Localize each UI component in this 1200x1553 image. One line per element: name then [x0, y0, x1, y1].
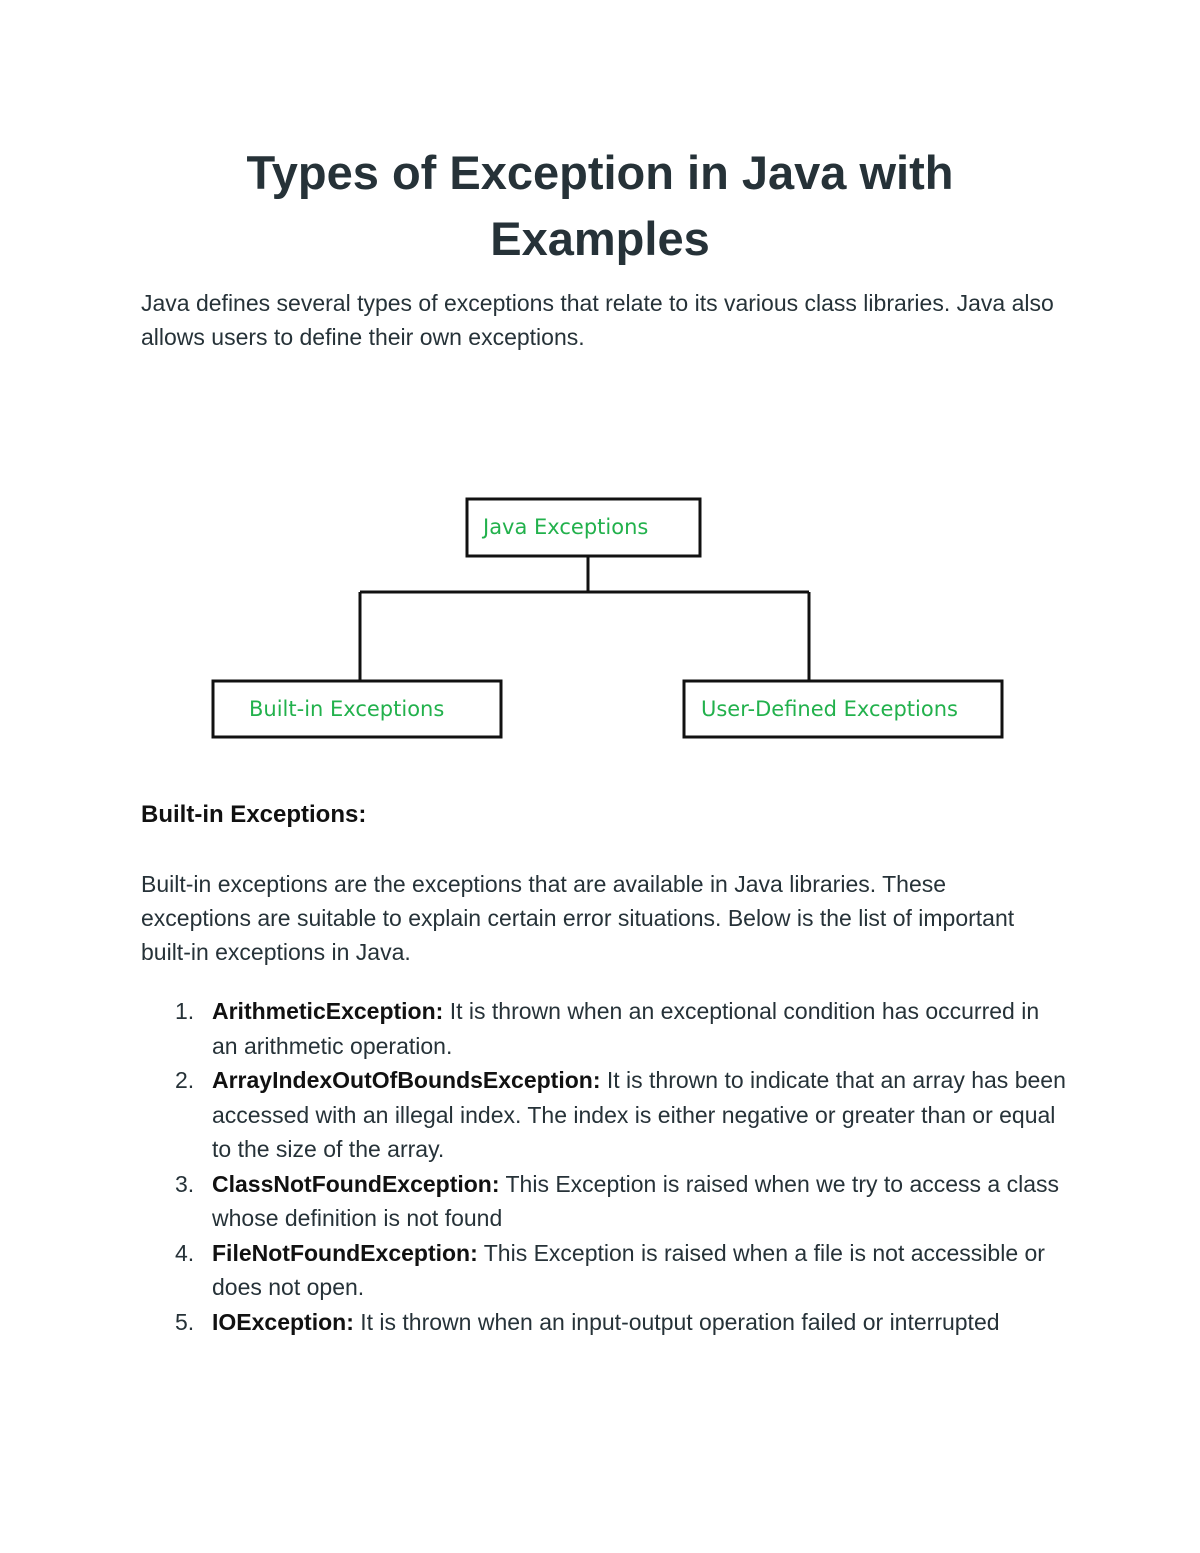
list-item-number: 1.	[175, 998, 195, 1024]
list-item-description: This Exception is raised when we try to access a class whose definition is not found	[212, 1170, 1059, 1231]
list-item-description: It is thrown when an exceptional condition has occurred in an arithmetic operation.	[212, 998, 1040, 1059]
node-user-defined-exceptions	[684, 681, 1002, 737]
title-line-1: Types of Exception in Java with	[246, 146, 954, 199]
node-user-defined-exceptions-label: User-Defined Exceptions	[701, 697, 958, 721]
list-item	[141, 1236, 1071, 1305]
list-item-term: ArithmeticException:	[212, 998, 444, 1024]
list-item-number: 5.	[175, 1308, 195, 1335]
list-item-description: It is thrown when an input-output operation failed or interrupted	[353, 1308, 1000, 1335]
list-item	[141, 1167, 1071, 1236]
list-item-description: It is thrown to indicate that an array has been accessed with an illegal index. The index is either negative or greater than or equal to the size of the array.	[212, 1067, 1066, 1162]
node-built-in-exceptions-label: Built-in Exceptions	[249, 697, 445, 721]
intro-paragraph: Java defines several types of exceptions that relate to its various class libraries. Java also allows users to define their own exceptions.	[141, 290, 1054, 350]
list-item	[141, 1063, 1071, 1167]
node-java-exceptions-label: Java Exceptions	[483, 515, 649, 539]
list-item-number: 4.	[175, 1239, 195, 1266]
list-item-term: ArrayIndexOutOfBoundsException:	[212, 1067, 601, 1093]
list-item-term: ClassNotFoundException:	[212, 1170, 500, 1197]
title-line-2: Examples	[490, 212, 710, 265]
built-in-paragraph: Built-in exceptions are the exceptions that are available in Java libraries. These exceptions are suitable to explain certain error situations. Below is the list of important built-in exceptions in Java.	[141, 871, 1015, 965]
list-item-description: This Exception is raised when a file is not accessible or does not open.	[212, 1239, 1045, 1300]
list-item-number: 2.	[175, 1067, 195, 1093]
node-built-in-exceptions	[213, 681, 501, 737]
section-heading-built-in: Built-in Exceptions:	[141, 801, 367, 828]
node-java-exceptions	[467, 499, 700, 556]
list-item	[141, 1305, 1071, 1340]
list-item	[141, 994, 1071, 1063]
list-item-term: IOException:	[212, 1308, 354, 1335]
list-item-number: 3.	[175, 1170, 195, 1197]
list-item-term: FileNotFoundException:	[212, 1239, 478, 1266]
built-in-exceptions-list	[141, 994, 1071, 1339]
